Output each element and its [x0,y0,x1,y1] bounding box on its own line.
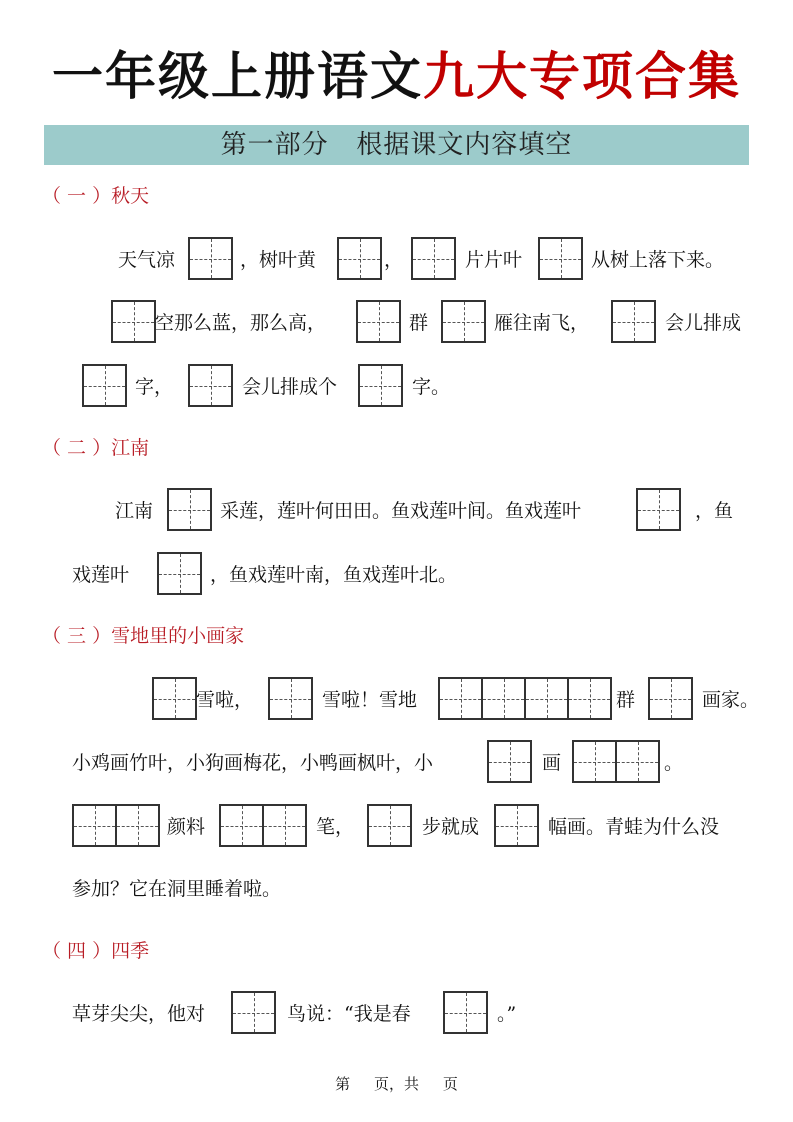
tianzige-cell[interactable] [270,679,311,718]
tianzige-cell[interactable] [445,993,486,1032]
sentence-text: 字。 [412,376,451,398]
tianzige-answer-box[interactable] [356,300,401,343]
tianzige-cell[interactable] [190,239,231,278]
tianzige-answer-box[interactable] [494,804,539,847]
tianzige-cell[interactable] [440,679,481,718]
sentence-text: 会儿排成个 [242,376,338,398]
tianzige-answer-boxes[interactable] [72,804,160,847]
sentence-text: 步就成 [422,816,480,838]
page-footer: 第 页，共 页 [335,1075,458,1093]
tianzige-cell[interactable] [540,239,581,278]
sentence-text: 雁往南飞， [494,312,590,334]
tianzige-answer-box[interactable] [188,364,233,407]
tianzige-answer-box[interactable] [231,991,276,1034]
sentence-text: 画家。 [702,689,760,711]
sentence-text: 幅画。青蛙为什么没 [548,816,720,838]
tianzige-answer-box[interactable] [358,364,403,407]
tianzige-answer-box[interactable] [82,364,127,407]
sentence-text: 空那么蓝，那么高， [155,312,327,334]
sentence-text: 江南 [115,500,154,522]
tianzige-cell[interactable] [115,806,158,845]
tianzige-cell[interactable] [567,679,610,718]
exercise-line [0,552,793,598]
tianzige-answer-box[interactable] [167,488,212,531]
sentence-text: 字， [135,376,174,398]
sentence-text: ，树叶黄 [240,249,317,271]
sentence-text: 群 [616,689,636,711]
title-black-part: 一年级上册语文 [51,48,423,107]
tianzige-cell[interactable] [84,366,125,405]
tianzige-cell[interactable] [650,679,691,718]
part-banner: 第一部分 根据课文内容填空 [44,125,749,165]
exercise-line [0,300,793,346]
sentence-text: 。 [664,752,684,774]
tianzige-answer-boxes[interactable] [219,804,307,847]
tianzige-cell[interactable] [74,806,115,845]
tianzige-cell[interactable] [159,554,200,593]
sentence-text: 采莲，莲叶何田田。鱼戏莲叶间。鱼戏莲叶 [220,500,582,522]
sentence-text: 天气凉 [118,249,176,271]
tianzige-cell[interactable] [443,302,484,341]
tianzige-cell[interactable] [574,742,615,781]
tianzige-cell[interactable] [358,302,399,341]
section-heading: （ 二 ）江南 [42,437,150,459]
sentence-text: 笔， [316,816,355,838]
tianzige-cell[interactable] [154,679,195,718]
tianzige-cell[interactable] [489,742,530,781]
exercise-line [0,237,793,283]
sentence-text: 雪啦， [196,689,254,711]
tianzige-cell[interactable] [481,679,524,718]
tianzige-answer-box[interactable] [337,237,382,280]
tianzige-cell[interactable] [190,366,231,405]
tianzige-cell[interactable] [360,366,401,405]
tianzige-answer-box[interactable] [441,300,486,343]
tianzige-answer-box[interactable] [648,677,693,720]
sentence-text: 戏莲叶 [72,564,130,586]
tianzige-cell[interactable] [169,490,210,529]
tianzige-cell[interactable] [233,993,274,1032]
section-heading: （ 一 ）秋天 [42,185,150,207]
tianzige-answer-box[interactable] [268,677,313,720]
tianzige-cell[interactable] [369,806,410,845]
sentence-text: 画 [542,752,562,774]
tianzige-answer-box[interactable] [443,991,488,1034]
tianzige-answer-box[interactable] [367,804,412,847]
exercise-line [0,364,793,410]
sentence-text: 雪啦！雪地 [322,689,418,711]
tianzige-cell[interactable] [262,806,305,845]
tianzige-answer-box[interactable] [157,552,202,595]
tianzige-answer-box[interactable] [611,300,656,343]
exercise-line [0,804,793,850]
exercise-line [0,677,793,723]
exercise-line [0,488,793,534]
tianzige-cell[interactable] [221,806,262,845]
tianzige-answer-box[interactable] [188,237,233,280]
tianzige-cell[interactable] [339,239,380,278]
tianzige-answer-box[interactable] [636,488,681,531]
title-red-part: 九大专项合集 [423,48,742,107]
sentence-text: 片片叶 [465,249,523,271]
sentence-text: ， [384,249,404,271]
tianzige-answer-box[interactable] [111,300,156,343]
sentence-text: 小鸡画竹叶，小狗画梅花，小鸭画枫叶，小 [72,752,434,774]
sentence-text: 。” [497,1003,517,1025]
tianzige-answer-box[interactable] [487,740,532,783]
sentence-text: 群 [409,312,429,334]
tianzige-answer-box[interactable] [538,237,583,280]
section-heading: （ 四 ）四季 [42,940,150,962]
tianzige-answer-box[interactable] [411,237,456,280]
tianzige-cell[interactable] [615,742,658,781]
tianzige-cell[interactable] [413,239,454,278]
sentence-text: ，鱼 [695,500,734,522]
sentence-text: 从树上落下来。 [591,249,725,271]
sentence-text: 参加？它在洞里睡着啦。 [72,878,282,900]
sentence-text: 颜料 [167,816,206,838]
sentence-text: ，鱼戏莲叶南，鱼戏莲叶北。 [210,564,458,586]
tianzige-answer-boxes[interactable] [438,677,612,720]
tianzige-answer-boxes[interactable] [572,740,660,783]
sentence-text: 鸟说：“我是春 [287,1003,411,1025]
exercise-line [0,740,793,786]
section-heading: （ 三 ）雪地里的小画家 [42,625,245,647]
tianzige-cell[interactable] [613,302,654,341]
exercise-line [0,866,793,912]
document-title [0,46,793,110]
tianzige-answer-box[interactable] [152,677,197,720]
tianzige-cell[interactable] [496,806,537,845]
tianzige-cell[interactable] [524,679,567,718]
tianzige-cell[interactable] [638,490,679,529]
sentence-text: 会儿排成 [665,312,742,334]
exercise-line [0,991,793,1037]
sentence-text: 草芽尖尖，他对 [72,1003,206,1025]
tianzige-cell[interactable] [113,302,154,341]
